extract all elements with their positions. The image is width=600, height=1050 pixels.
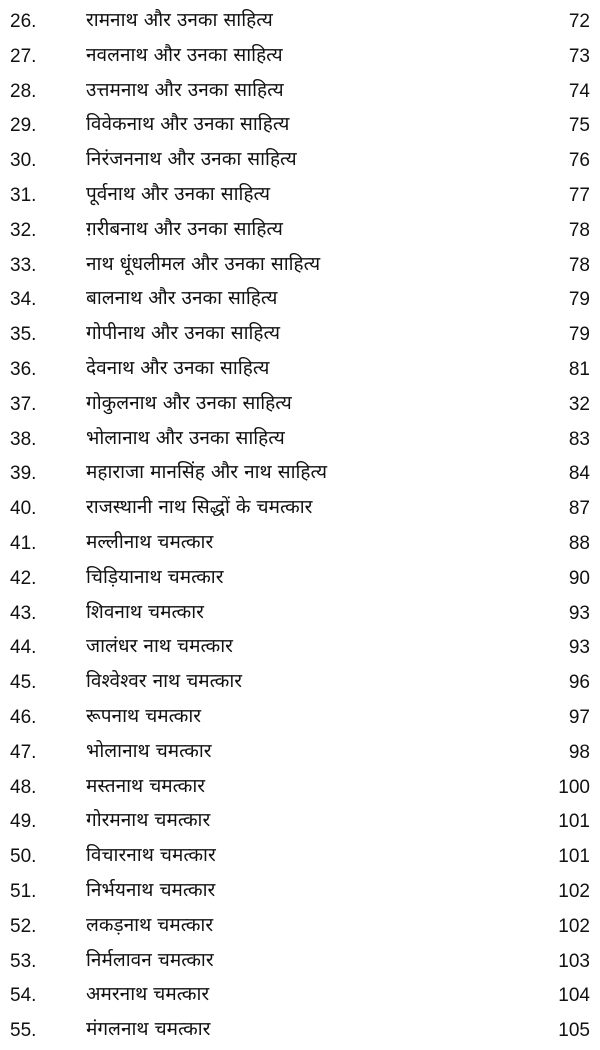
entry-page-number: 75	[568, 115, 590, 137]
entry-title: मस्तनाथ चमत्कार	[86, 774, 206, 797]
entry-title: नाथ धूंधलीमल और उनका साहित्य	[86, 252, 321, 275]
entry-number: 54.	[10, 985, 37, 1007]
toc-entry	[0, 108, 600, 143]
entry-page-number: 84	[568, 463, 590, 485]
toc-entry	[0, 665, 600, 700]
entry-page-number: 76	[568, 150, 590, 172]
entry-title: चिड़ियानाथ चमत्कार	[86, 565, 224, 588]
entry-page-number: 78	[568, 219, 590, 241]
entry-page-number: 105	[558, 1020, 590, 1042]
entry-page-number: 87	[568, 498, 590, 520]
entry-page-number: 93	[568, 602, 590, 624]
entry-number: 29.	[10, 115, 37, 137]
toc-entry	[0, 213, 600, 248]
entry-page-number: 79	[568, 289, 590, 311]
entry-title: विवेकनाथ और उनका साहित्य	[86, 113, 290, 136]
toc-entry	[0, 39, 600, 74]
entry-page-number: 73	[568, 45, 590, 67]
entry-title: गोपीनाथ और उनका साहित्य	[86, 322, 281, 345]
entry-number: 37.	[10, 393, 37, 415]
entry-page-number: 103	[558, 950, 590, 972]
entry-title: नवलनाथ और उनका साहित्य	[86, 43, 283, 66]
entry-number: 55.	[10, 1020, 37, 1042]
toc-entry	[0, 282, 600, 317]
entry-number: 35.	[10, 324, 37, 346]
entry-title: गोरमनाथ चमत्कार	[86, 809, 211, 832]
entry-title: निर्मलावन चमत्कार	[86, 948, 214, 971]
entry-number: 31.	[10, 184, 37, 206]
toc-entry	[0, 735, 600, 770]
toc-entry	[0, 874, 600, 909]
entry-number: 33.	[10, 254, 37, 276]
entry-number: 40.	[10, 498, 37, 520]
toc-entry	[0, 561, 600, 596]
entry-title: अमरनाथ चमत्कार	[86, 983, 210, 1006]
entry-page-number: 79	[568, 324, 590, 346]
entry-page-number: 88	[568, 532, 590, 554]
entry-page-number: 102	[558, 915, 590, 937]
entry-number: 36.	[10, 358, 37, 380]
entry-page-number: 83	[568, 428, 590, 450]
entry-title: राजस्थानी नाथ सिद्धों के चमत्कार	[86, 496, 313, 519]
entry-title: बालनाथ और उनका साहित्य	[86, 287, 278, 310]
entry-number: 48.	[10, 776, 37, 798]
entry-page-number: 72	[568, 11, 590, 32]
entry-page-number: 101	[558, 811, 590, 833]
entry-title: गोकुलनाथ और उनका साहित्य	[86, 391, 292, 414]
entry-number: 39.	[10, 463, 37, 485]
entry-title: रूपनाथ चमत्कार	[86, 704, 202, 727]
toc-entry	[0, 178, 600, 213]
entry-number: 38.	[10, 428, 37, 450]
toc-entry	[0, 1013, 600, 1048]
entry-title: ग़रीबनाथ और उनका साहित्य	[86, 217, 283, 240]
toc-entry	[0, 352, 600, 387]
entry-title: निरंजननाथ और उनका साहित्य	[86, 148, 297, 171]
entry-title: लकड़नाथ चमत्कार	[86, 913, 214, 936]
entry-number: 50.	[10, 846, 37, 868]
entry-number: 41.	[10, 532, 37, 554]
entry-page-number: 93	[568, 637, 590, 659]
entry-number: 26.	[10, 11, 37, 32]
entry-title: पूर्वनाथ और उनका साहित्य	[86, 182, 271, 205]
table-of-contents	[0, 4, 600, 1048]
entry-title: उत्तमनाथ और उनका साहित्य	[86, 78, 284, 101]
toc-entry	[0, 839, 600, 874]
entry-title: विचारनाथ चमत्कार	[86, 844, 216, 867]
entry-title: शिवनाथ चमत्कार	[86, 600, 204, 623]
entry-number: 45.	[10, 672, 37, 694]
entry-page-number: 97	[568, 706, 590, 728]
toc-entry	[0, 456, 600, 491]
entry-number: 43.	[10, 602, 37, 624]
entry-number: 47.	[10, 741, 37, 763]
entry-title: भोलानाथ और उनका साहित्य	[86, 426, 285, 449]
entry-title: महाराजा मानसिंह और नाथ साहित्य	[86, 461, 328, 484]
entry-title: मल्लीनाथ चमत्कार	[86, 530, 214, 553]
toc-entry	[0, 4, 600, 39]
entry-page-number: 101	[558, 846, 590, 868]
entry-title: रामनाथ और उनका साहित्य	[86, 9, 273, 31]
entry-page-number: 74	[568, 80, 590, 102]
entry-number: 32.	[10, 219, 37, 241]
entry-title: विश्वेश्वर नाथ चमत्कार	[86, 670, 243, 693]
entry-page-number: 77	[568, 184, 590, 206]
entry-page-number: 81	[568, 358, 590, 380]
entry-number: 28.	[10, 80, 37, 102]
toc-entry	[0, 491, 600, 526]
entry-number: 53.	[10, 950, 37, 972]
entry-title: निर्भयनाथ चमत्कार	[86, 878, 216, 901]
entry-number: 49.	[10, 811, 37, 833]
toc-entry	[0, 317, 600, 352]
toc-entry	[0, 804, 600, 839]
entry-page-number: 32	[568, 393, 590, 415]
toc-entry	[0, 248, 600, 283]
toc-entry	[0, 700, 600, 735]
entry-page-number: 78	[568, 254, 590, 276]
entry-title: भोलानाथ चमत्कार	[86, 739, 212, 762]
entry-number: 42.	[10, 567, 37, 589]
entry-number: 27.	[10, 45, 37, 67]
toc-entry	[0, 630, 600, 665]
entry-title: देवनाथ और उनका साहित्य	[86, 356, 270, 379]
entry-number: 34.	[10, 289, 37, 311]
toc-entry	[0, 770, 600, 805]
toc-entry	[0, 143, 600, 178]
entry-number: 46.	[10, 706, 37, 728]
toc-entry	[0, 596, 600, 631]
entry-number: 52.	[10, 915, 37, 937]
toc-entry	[0, 387, 600, 422]
entry-title: जालंधर नाथ चमत्कार	[86, 635, 233, 658]
entry-page-number: 104	[558, 985, 590, 1007]
entry-number: 30.	[10, 150, 37, 172]
toc-entry	[0, 978, 600, 1013]
toc-entry	[0, 944, 600, 979]
entry-page-number: 100	[558, 776, 590, 798]
toc-entry	[0, 74, 600, 109]
entry-page-number: 98	[568, 741, 590, 763]
entry-page-number: 102	[558, 880, 590, 902]
entry-page-number: 90	[568, 567, 590, 589]
entry-page-number: 96	[568, 672, 590, 694]
entry-number: 51.	[10, 880, 37, 902]
toc-entry	[0, 422, 600, 457]
toc-entry	[0, 909, 600, 944]
toc-entry	[0, 526, 600, 561]
entry-number: 44.	[10, 637, 37, 659]
entry-title: मंगलनाथ चमत्कार	[86, 1018, 211, 1041]
